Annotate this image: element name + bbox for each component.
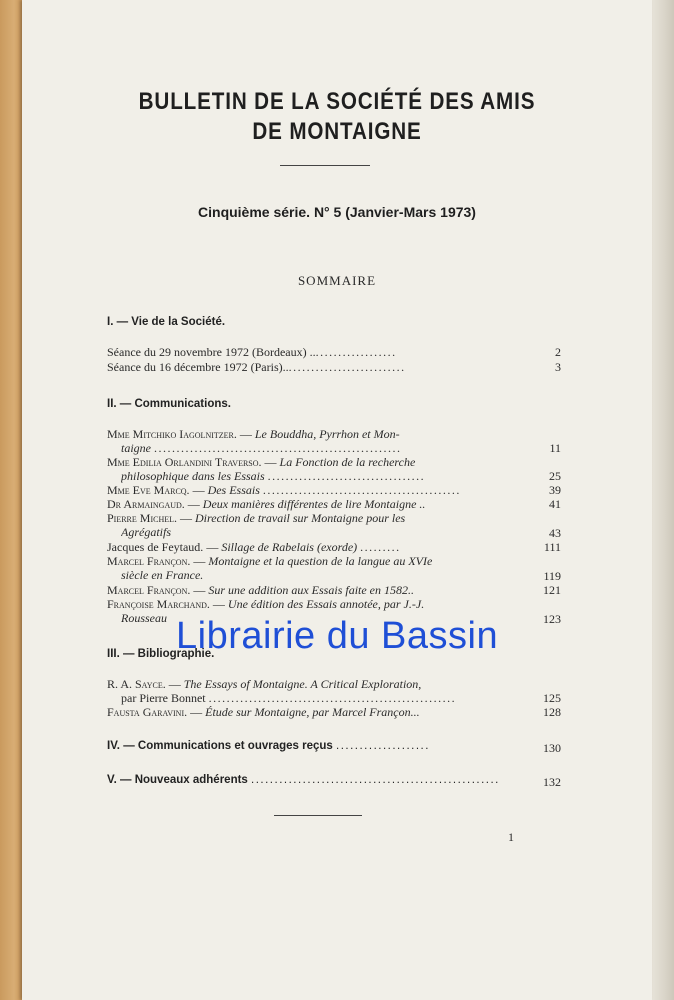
toc-entry-cont: Agrégatifs — [121, 525, 171, 539]
page-ref: 111 — [543, 540, 561, 554]
end-divider — [274, 815, 362, 816]
section-3-heading: III. — Bibliographie. — [107, 648, 215, 660]
page-ref: 25 — [549, 469, 561, 483]
toc-entry: Mme Eve Marcq. — Des Essais ............................................ — [107, 483, 461, 497]
toc-entry: Marcel Françon. — Montaigne et la question de la langue au XVIe — [107, 554, 433, 568]
title-line-2: DE MONTAIGNE — [252, 118, 422, 145]
bulletin-page — [22, 0, 652, 1000]
toc-entry-cont: philosophique dans les Essais ................................... — [121, 469, 426, 483]
page-ref: 3 — [555, 360, 561, 374]
toc-entry: Séance du 29 novembre 1972 (Bordeaux) .................... — [107, 345, 397, 359]
page-ref: 39 — [549, 483, 561, 497]
toc-entry: R. A. Sayce. — The Essays of Montaigne. A Critical Exploration, — [107, 677, 422, 691]
page-edges — [652, 0, 674, 1000]
page-number: 1 — [508, 830, 514, 844]
toc-entry-cont: Rousseau — [121, 611, 167, 625]
page-ref: 132 — [543, 775, 561, 789]
toc-entry: Jacques de Feytaud. — Sillage de Rabelais (exorde) ......... — [107, 540, 401, 554]
section-1-heading: I. — Vie de la Société. — [107, 316, 226, 328]
toc-entry-cont: par Pierre Bonnet ....................................................... — [121, 691, 457, 705]
watermark: Librairie du Bassin — [176, 615, 499, 657]
toc-entry: Françoise Marchand. — Une édition des Essais annotée, par J.-J. — [107, 597, 425, 611]
toc-entry: Pierre Michel. — Direction de travail sur Montaigne pour les — [107, 511, 406, 525]
toc-entry-cont: siècle en France. — [121, 568, 204, 582]
section-5-heading: V. — Nouveaux adhérents ..................................................... — [107, 774, 500, 786]
series-line: Cinquième série. N° 5 (Janvier-Mars 1973) — [198, 204, 476, 220]
toc-entry: Fausta Garavini. — Étude sur Montaigne, par Marcel Françon... — [107, 705, 420, 719]
page-ref: 2 — [555, 345, 561, 359]
page-ref: 43 — [549, 526, 561, 540]
toc-entry-cont: taigne ....................................................... — [121, 441, 402, 455]
toc-entry: Mme Mitchiko Iagolnitzer. — Le Bouddha, Pyrrhon et Mon- — [107, 427, 400, 441]
page-ref: 128 — [543, 705, 561, 719]
page-ref: 119 — [543, 569, 561, 583]
page-ref: 123 — [543, 612, 561, 626]
page-ref: 11 — [549, 441, 561, 455]
section-2-heading: II. — Communications. — [107, 398, 231, 410]
page-ref: 130 — [543, 741, 561, 755]
title-line-1: BULLETIN DE LA SOCIÉTÉ DES AMIS — [138, 88, 536, 115]
section-4-heading: IV. — Communications et ouvrages reçus .................... — [107, 740, 430, 752]
page-ref: 121 — [543, 583, 561, 597]
title-divider — [280, 165, 370, 166]
toc-entry: Dr Armaingaud. — Deux manières différentes de lire Montaigne .. — [107, 497, 426, 511]
page-ref: 125 — [543, 691, 561, 705]
page-ref: 41 — [549, 497, 561, 511]
sommaire-heading: SOMMAIRE — [297, 273, 377, 288]
toc-entry: Séance du 16 décembre 1972 (Paris)............................ — [107, 360, 406, 374]
toc-entry: Mme Edilia Orlandini Traverso. — La Fonction de la recherche — [107, 455, 416, 469]
toc-entry: Marcel Françon. — Sur une addition aux Essais faite en 1582.. — [107, 583, 415, 597]
